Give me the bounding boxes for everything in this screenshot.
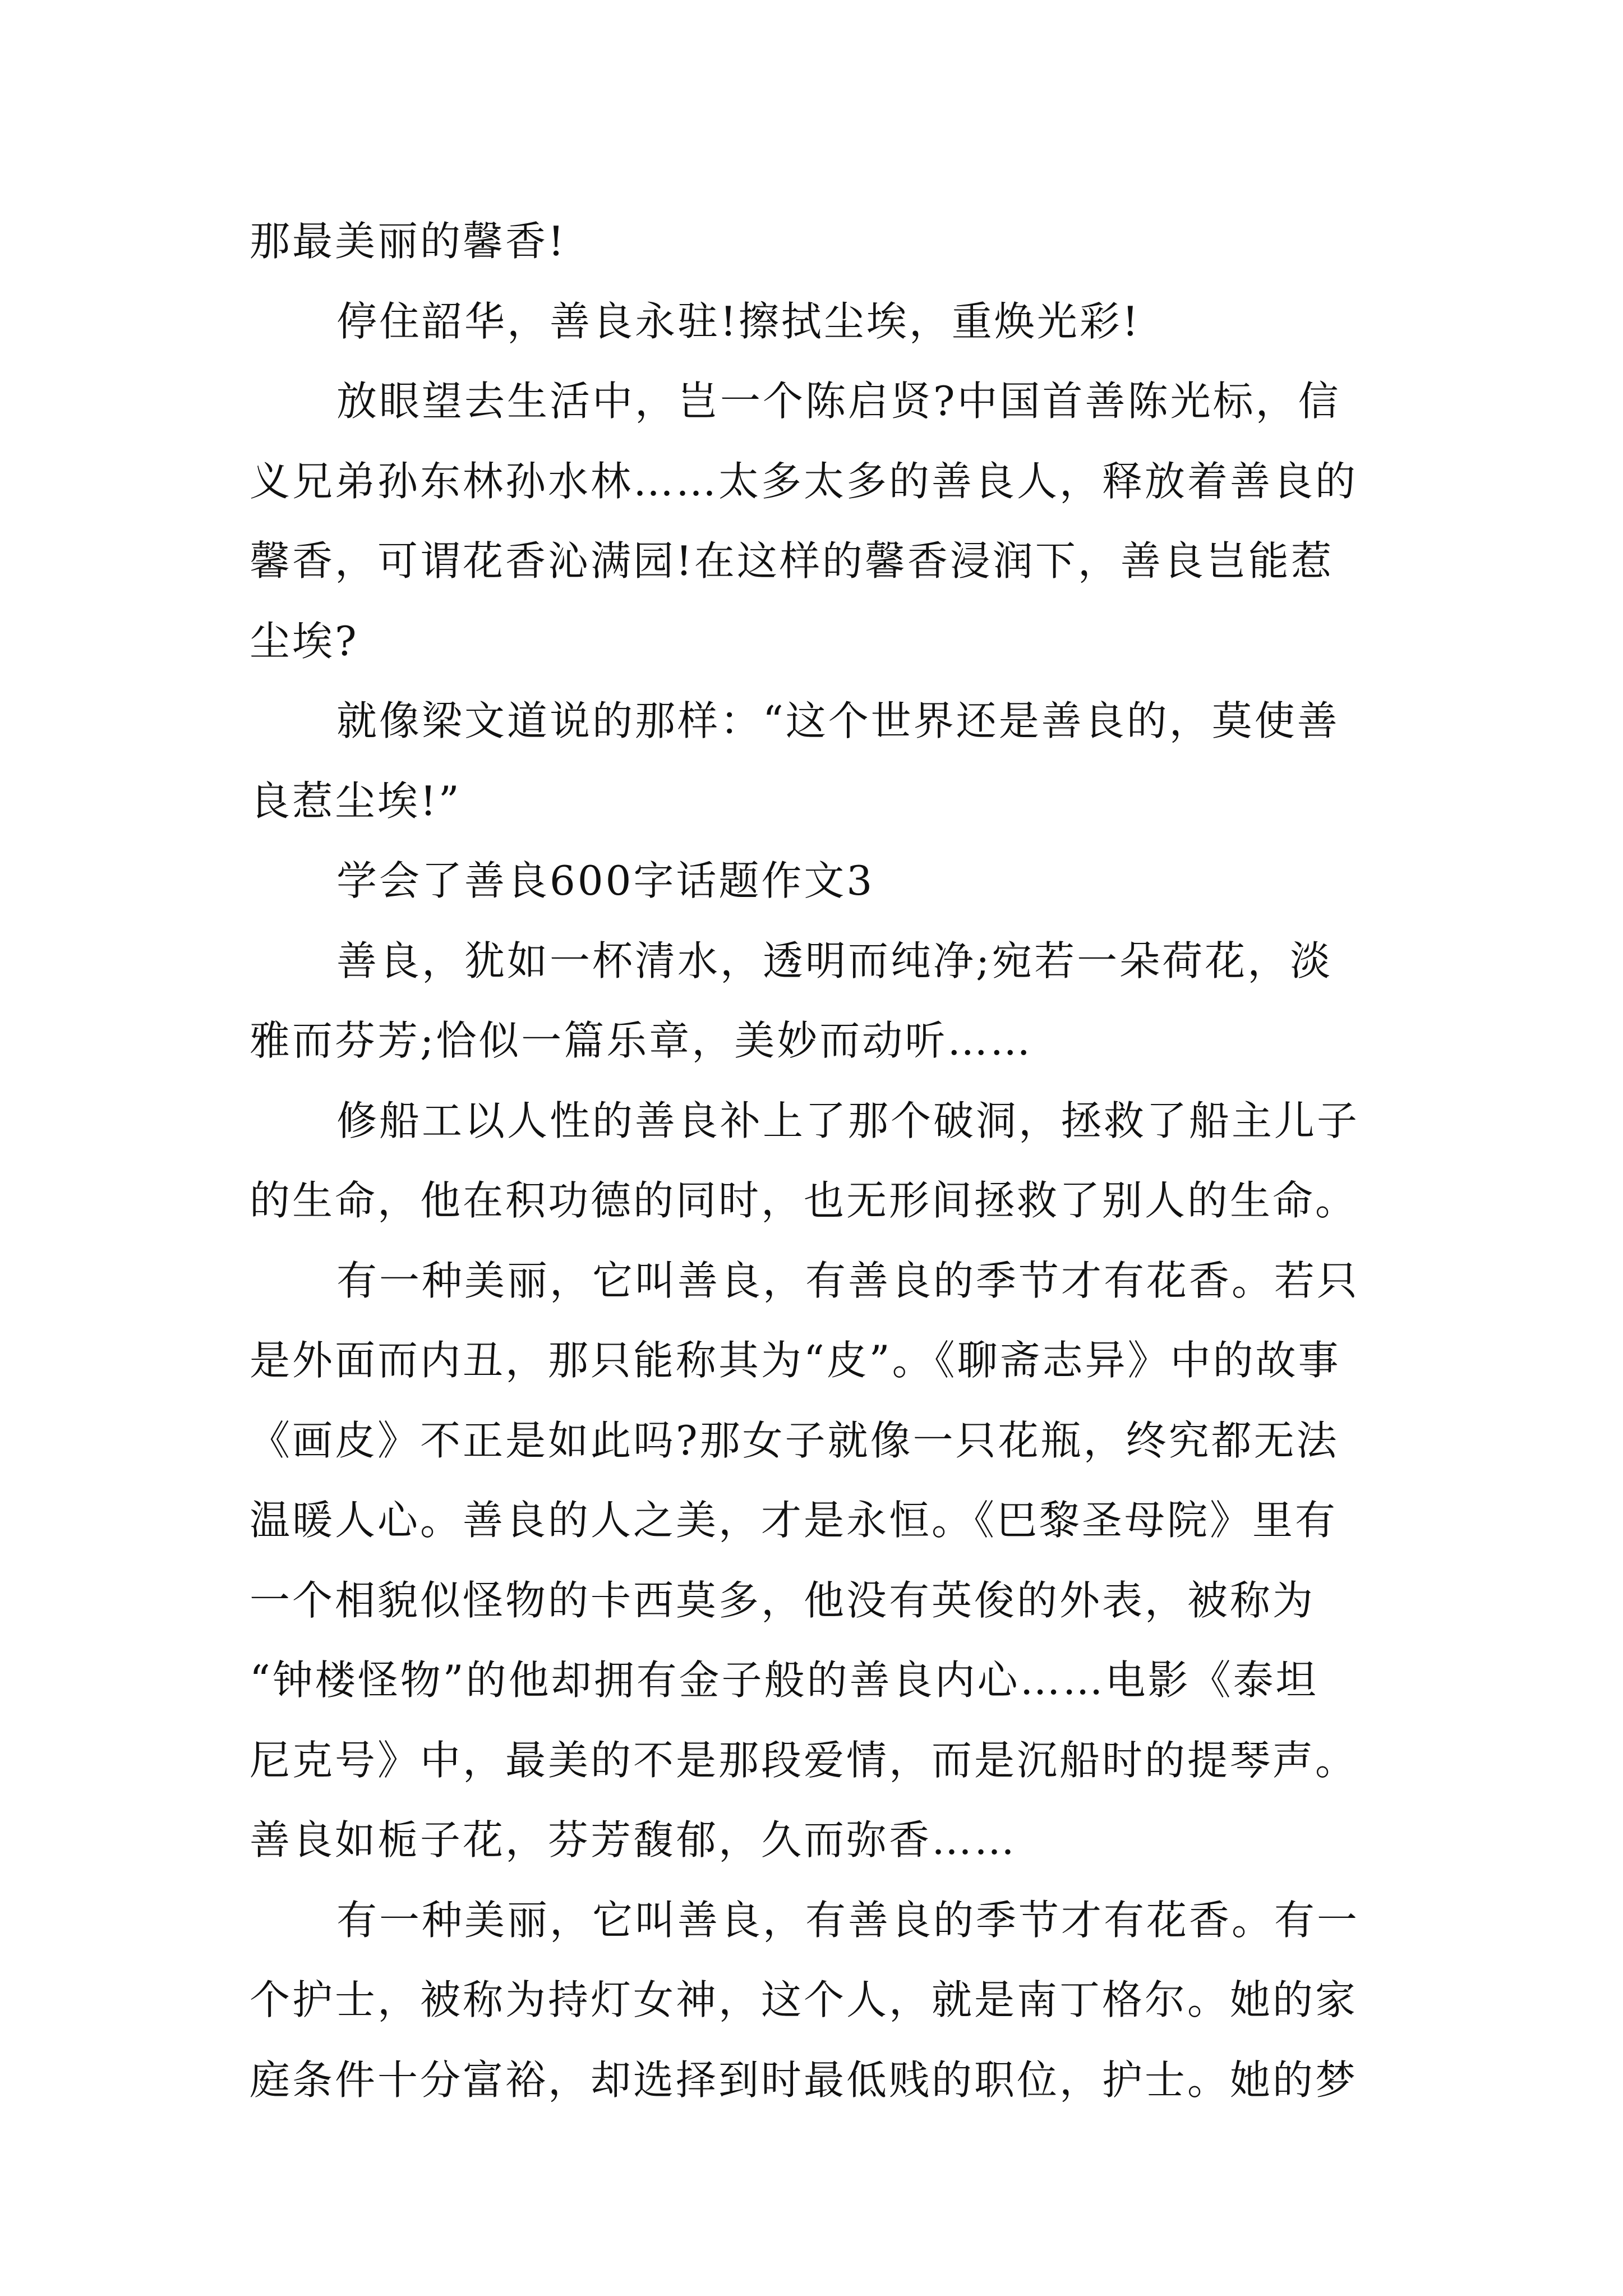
text-line: 的生命，他在积功德的同时，也无形间拯救了别人的生命。	[250, 1177, 1358, 1224]
text-line: 那最美丽的馨香!	[250, 218, 566, 265]
text-line: 善良，犹如一杯清水，透明而纯净;宛若一朵荷花，淡	[336, 937, 1333, 984]
text-line: 有一种美丽，它叫善良，有善良的季节才有花香。若只	[336, 1257, 1360, 1304]
text-line: 尼克号》中，最美的不是那段爱情，而是沉船时的提琴声。	[250, 1737, 1358, 1784]
text-line: 就像梁文道说的那样：“这个世界还是善良的，莫使善	[336, 697, 1340, 744]
text-line: 义兄弟孙东林孙水林……太多太多的善良人，释放着善良的	[250, 458, 1358, 505]
text-line: 馨香，可谓花香沁满园!在这样的馨香浸润下，善良岂能惹	[250, 537, 1334, 585]
text-line: 庭条件十分富裕，却选择到时最低贱的职位，护士。她的梦	[250, 2056, 1358, 2104]
text-line: 一个相貌似怪物的卡西莫多，他没有英俊的外表，被称为	[250, 1577, 1316, 1624]
text-line: 尘埃?	[250, 618, 359, 665]
text-line: 善良如栀子花，芬芳馥郁，久而弥香……	[250, 1816, 1017, 1864]
section-title: 学会了善良600字话题作文3	[336, 857, 875, 904]
text-line: 修船工以人性的善良补上了那个破洞，拯救了船主儿子	[336, 1097, 1360, 1144]
text-line: 停住韶华，善良永驻!擦拭尘埃，重焕光彩!	[336, 298, 1141, 345]
text-line: 个护士，被称为持灯女神，这个人，就是南丁格尔。她的家	[250, 1976, 1358, 2023]
text-line: 良惹尘埃!”	[250, 777, 462, 825]
text-line: 是外面而内丑，那只能称其为“皮”。《聊斋志异》中的故事	[250, 1337, 1341, 1384]
text-line: “钟楼怪物”的他却拥有金子般的善良内心……电影《泰坦	[250, 1657, 1318, 1704]
text-line: 有一种美丽，它叫善良，有善良的季节才有花香。有一	[336, 1897, 1360, 1944]
text-line: 《画皮》不正是如此吗?那女子就像一只花瓶，终究都无法	[250, 1417, 1339, 1464]
text-line: 雅而芬芳;恰似一篇乐章，美妙而动听……	[250, 1017, 1033, 1064]
text-line: 放眼望去生活中，岂一个陈启贤?中国首善陈光标，信	[336, 378, 1341, 425]
text-line: 温暖人心。善良的人之美，才是永恒。《巴黎圣母院》里有	[250, 1497, 1338, 1544]
